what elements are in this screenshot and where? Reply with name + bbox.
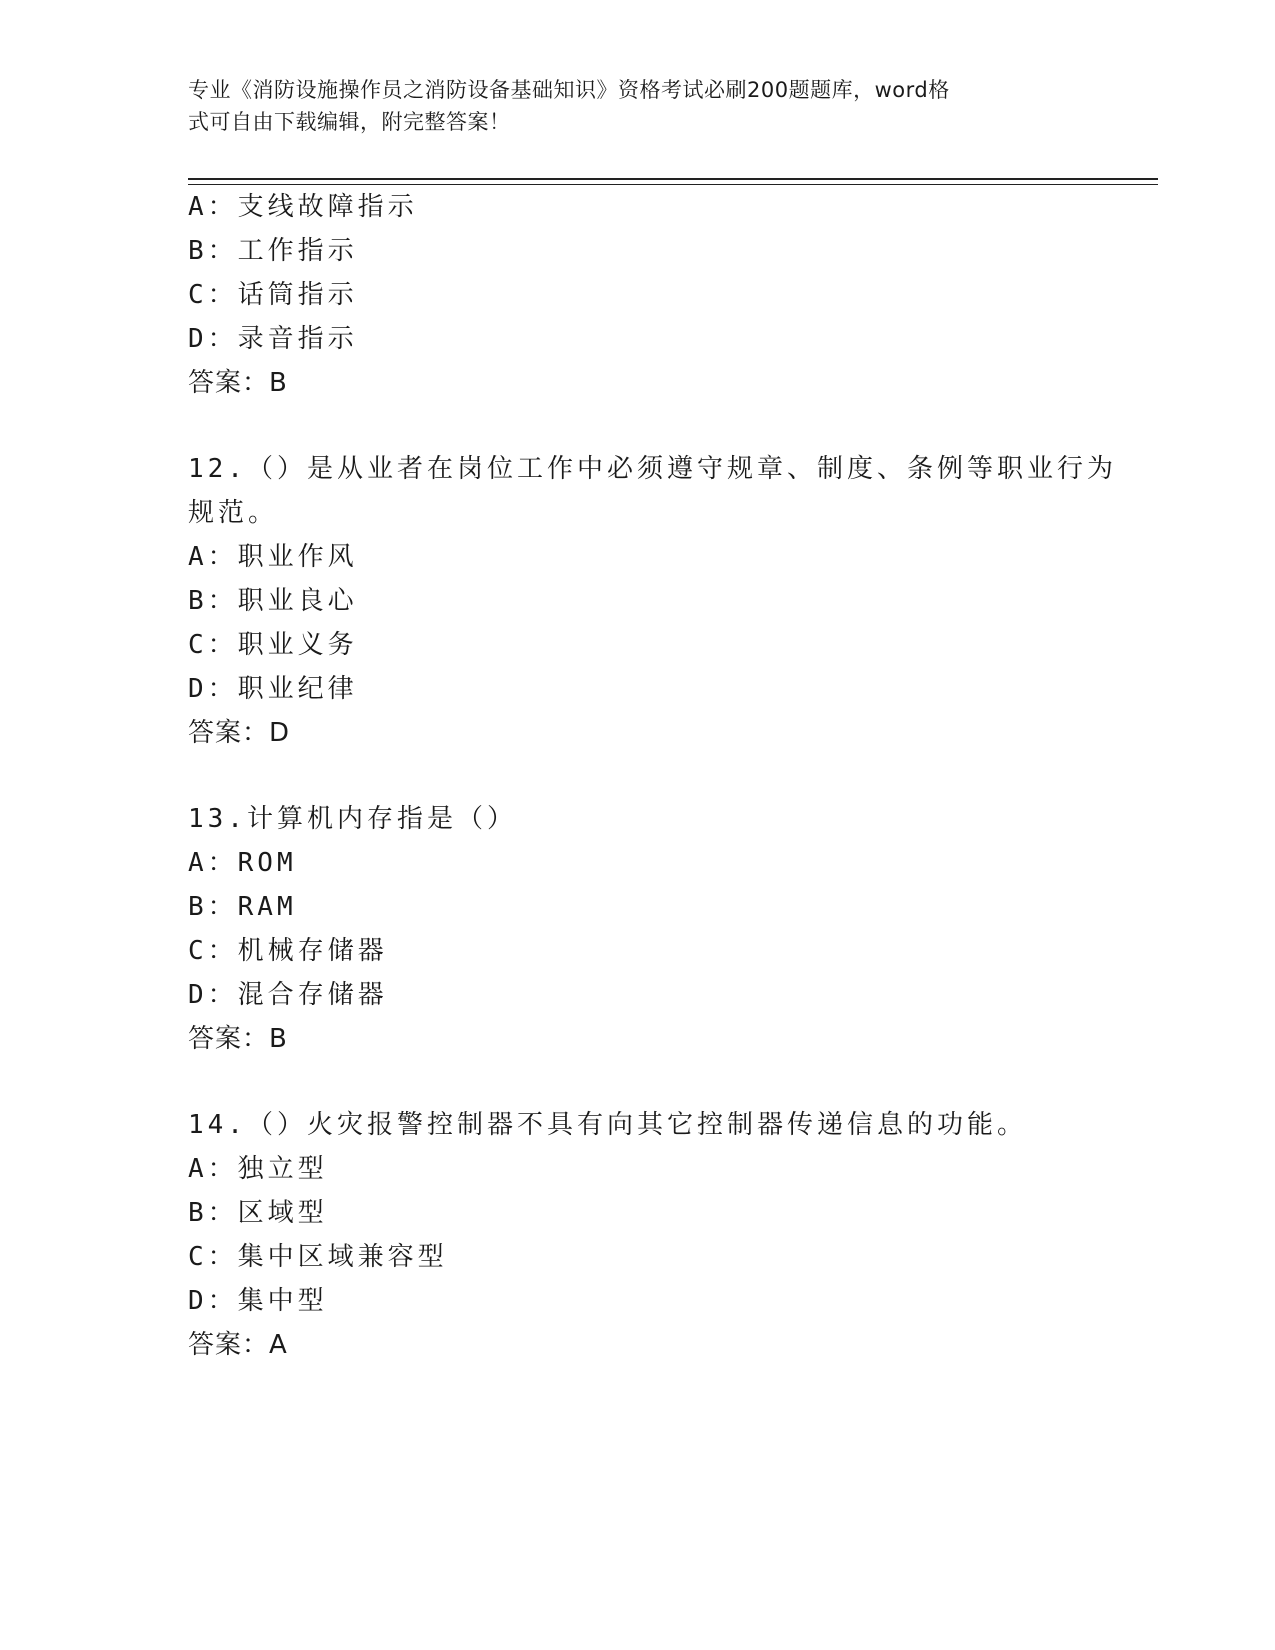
q12-question-line-2: 规范。 xyxy=(188,498,279,528)
q13-question: 13.计算机内存指是（） xyxy=(188,804,517,834)
q11-option-c: C：话筒指示 xyxy=(188,280,358,310)
q12-option-d: D：职业纪律 xyxy=(188,674,358,704)
q12-answer: 答案：D xyxy=(188,718,291,748)
q13-option-d: D：混合存储器 xyxy=(188,980,388,1010)
header-line-1: 专业《消防设施操作员之消防设备基础知识》资格考试必刷200题题库，word格 xyxy=(188,78,950,102)
q14-option-c: C：集中区域兼容型 xyxy=(188,1242,448,1272)
q11-option-b: B：工作指示 xyxy=(188,236,358,266)
q13-option-c: C：机械存储器 xyxy=(188,936,388,966)
q12-question-line-1: 12.（）是从业者在岗位工作中必须遵守规章、制度、条例等职业行为 xyxy=(188,454,1117,484)
q11-option-d: D：录音指示 xyxy=(188,324,358,354)
q14-option-b: B：区域型 xyxy=(188,1198,328,1228)
q13-option-b: B：RAM xyxy=(188,892,297,922)
header-divider-thick xyxy=(188,178,1158,180)
q13-answer: 答案：B xyxy=(188,1024,288,1054)
q14-answer: 答案：A xyxy=(188,1330,288,1360)
q11-option-a: A：支线故障指示 xyxy=(188,192,418,222)
document-header xyxy=(188,74,1068,138)
q14-option-a: A：独立型 xyxy=(188,1154,328,1184)
header-divider-thin xyxy=(188,184,1158,185)
q11-answer: 答案：B xyxy=(188,368,288,398)
q12-option-a: A：职业作风 xyxy=(188,542,358,572)
q12-option-c: C：职业义务 xyxy=(188,630,358,660)
q14-question: 14.（）火灾报警控制器不具有向其它控制器传递信息的功能。 xyxy=(188,1110,1027,1140)
q13-option-a: A：ROM xyxy=(188,848,297,878)
header-line-2: 式可自由下载编辑，附完整答案！ xyxy=(188,110,511,134)
q12-option-b: B：职业良心 xyxy=(188,586,358,616)
q14-option-d: D：集中型 xyxy=(188,1286,328,1316)
